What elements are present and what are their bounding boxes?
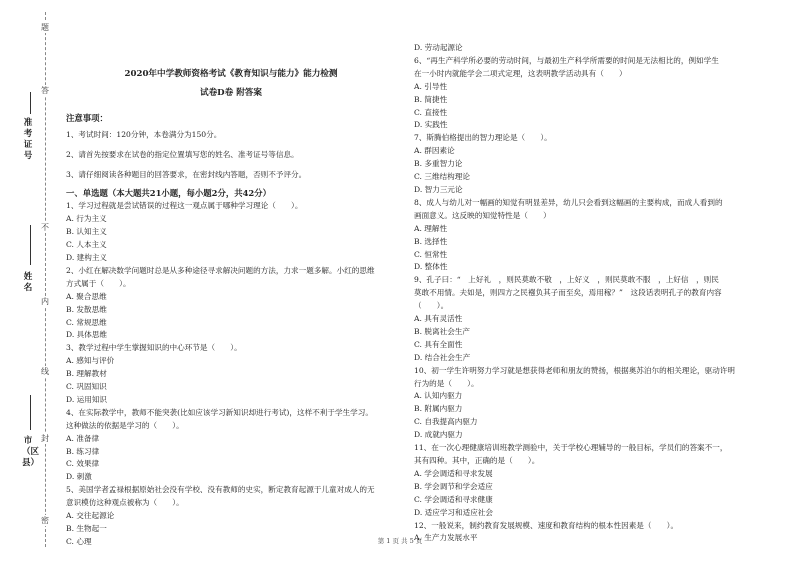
answer-option: D. 劳动起源论 (414, 43, 463, 52)
answer-option: D. 运用知识 (66, 394, 108, 404)
answer-option: B. 多重智力论 (414, 159, 463, 169)
left-column (66, 0, 396, 549)
exam-title: 2020年中学教师资格考试《教育知识与能力》能力检测 (124, 69, 338, 79)
notice-item: 2、请首先按要求在试卷的指定位置填写您的姓名、准考证号等信息。 (66, 149, 299, 159)
question-stem: 2、小红在解决数学问题时总是从多种途径寻求解决问题的方法，力求一题多解。小红的思维 (66, 265, 375, 275)
answer-option: A. 学会调适和寻求发展 (414, 468, 493, 478)
answer-option: 意识模仿这种观点被称为（ ）。 (66, 498, 184, 508)
answer-option: B. 简捷性 (414, 94, 448, 104)
answer-option: A. 准备律 (66, 433, 100, 443)
answer-option: A. 聚合思维 (66, 291, 107, 301)
answer-option: （ ）。 (414, 301, 449, 311)
answer-option: 在一小时内就能学会二项式定理，这表明教学活动具有（ ） (414, 68, 627, 78)
answer-option: 莫敢不用情。夫如是，则四方之民襁负其子而至矣，焉用稼？” 这段话表明孔子的教育内容 (414, 288, 722, 298)
question-stem: 12、一般说来，制约教育发展规模、速度和教育结构的根本性因素是（ ）。 (414, 520, 679, 530)
section-heading: 一、单选题（本大题共21小题，每小题2分，共42分） (66, 188, 272, 199)
answer-option: C. 学会调适和寻求健康 (414, 494, 493, 504)
seal-char: 题 (41, 23, 49, 32)
question-stem: 11、在一次心理健康培训班教学测验中，关于学校心理辅导的一般目标，学员们的答案不一， (414, 443, 728, 453)
question-stem: 3、教学过程中学生掌握知识的中心环节是（ ）。 (66, 343, 242, 353)
answer-option: C. 人本主义 (66, 240, 107, 250)
answer-option: 其有四种。其中，正确的是（ ）。 (414, 456, 540, 465)
page-footer: 第 1 页 共 5 页 (377, 537, 423, 545)
answer-option: A. 引导性 (414, 81, 448, 91)
answer-option: B. 发散思维 (66, 304, 107, 314)
district-blank[interactable] (30, 395, 31, 430)
answer-option: D. 智力三元论 (414, 184, 463, 194)
answer-option: B. 认知主义 (66, 227, 107, 237)
answer-option: B. 选择性 (414, 236, 448, 246)
answer-option: A. 理解性 (414, 223, 448, 233)
right-column (414, 42, 744, 545)
question-stem: 7、斯腾伯格提出的智力理论是（ ）。 (414, 133, 552, 143)
question-stem: 4、在实际教学中，教师不能突袭(比如应该学习新知识却进行考试)，这样不利于学生学习。 (66, 407, 373, 417)
answer-option: A. 感知与评价 (66, 356, 115, 366)
right-question-list (414, 42, 744, 545)
answer-option: D. 实践性 (414, 120, 448, 130)
answer-option: B. 生物起一 (66, 524, 107, 533)
question-stem: 1、学习过程就是尝试错误的过程这一观点属于哪种学习理论（ ）。 (66, 201, 303, 211)
answer-option: D. 建构主义 (66, 252, 108, 262)
district-label: 市（区县） (22, 436, 40, 468)
answer-option: C. 心理 (66, 536, 92, 546)
answer-option: C. 三维结构理论 (414, 172, 470, 182)
answer-option: B. 练习律 (66, 446, 100, 456)
answer-option: D. 刺激 (66, 472, 92, 482)
answer-option: A. 群因素论 (414, 146, 455, 156)
answer-option: 行为的是（ ）。 (414, 378, 479, 388)
ticket-number-blank[interactable] (30, 92, 31, 114)
seal-char: 密 (41, 516, 49, 525)
seal-char: 封 (41, 434, 49, 443)
answer-option: C. 常规思维 (66, 317, 107, 327)
answer-option: 画面意义。这反映的知觉特性是（ ） (414, 210, 551, 220)
notice-heading: 注意事项： (66, 112, 108, 123)
question-stem: 9、孔子曰：“ 上好礼 ，则民莫敢不敬 ，上好义 ，则民莫敢不服 ，上好信 ，则民 (414, 275, 719, 285)
answer-option: B. 附属内驱力 (414, 404, 463, 414)
answer-option: C. 巩固知识 (66, 382, 107, 392)
answer-option: A. 行为主义 (66, 214, 107, 224)
question-stem: 10、初一学生许明努力学习就是想获得老师和朋友的赞扬，根据奥苏泊尔的相关理论，驱动许明 (414, 365, 736, 375)
seal-char: 不 (41, 223, 49, 232)
answer-option: D. 结合社会生产 (414, 352, 471, 362)
answer-option: C. 直接性 (414, 107, 448, 117)
answer-option: B. 学会调节和学会适应 (414, 481, 493, 491)
ticket-number-label: 准考证号 (23, 118, 33, 161)
seal-char: 内 (41, 297, 49, 306)
answer-option: C. 效果律 (66, 459, 100, 469)
answer-option: B. 理解教材 (66, 369, 107, 379)
answer-option: D. 成就内驱力 (414, 430, 463, 440)
answer-option: A. 交往起源论 (66, 511, 115, 521)
answer-option: A. 具有灵活性 (414, 314, 463, 324)
question-stem: 5、美国学者孟禄根据原始社会没有学校、没有教师的史实，断定教育起源于儿童对成人的无 (66, 485, 375, 495)
answer-option: 这种做法的依据是学习的（ ）。 (66, 420, 184, 430)
exam-subtitle: 试卷D卷 附答案 (199, 87, 262, 98)
question-stem: 6、“再生产科学所必要的劳动时间，与最初生产科学所需要的时间是无法相比的，例如学生 (414, 55, 719, 65)
name-blank[interactable] (30, 225, 31, 265)
seal-char: 答 (41, 86, 49, 95)
answer-option: A. 生产力发展水平 (414, 533, 478, 543)
left-question-list (66, 200, 396, 548)
answer-option: D. 整体性 (414, 262, 448, 272)
name-label: 姓名 (23, 272, 33, 293)
binding-margin (0, 0, 62, 565)
answer-option: D. 具体思维 (66, 330, 108, 340)
answer-option: C. 恒常性 (414, 249, 448, 259)
notice-item: 1、考试时间：120分钟，本卷满分为150分。 (66, 129, 222, 139)
answer-option: C. 自我提高内驱力 (414, 417, 478, 427)
answer-option: A. 认知内驱力 (414, 391, 463, 401)
answer-option: C. 具有全面性 (414, 339, 463, 349)
answer-option: B. 脱离社会生产 (414, 326, 470, 336)
seal-char: 线 (41, 367, 49, 376)
answer-option: D. 适应学习和适应社会 (414, 507, 493, 517)
question-stem: 8、成人与幼儿对一幅画的知觉有明显差异，幼儿只会看到这幅画的主要构成，而成人看到的 (414, 197, 723, 207)
answer-option: 方式属于（ ）。 (66, 278, 131, 288)
notice-item: 3、请仔细阅读各种题目的回答要求，在密封线内答题，否则不予评分。 (66, 169, 307, 179)
